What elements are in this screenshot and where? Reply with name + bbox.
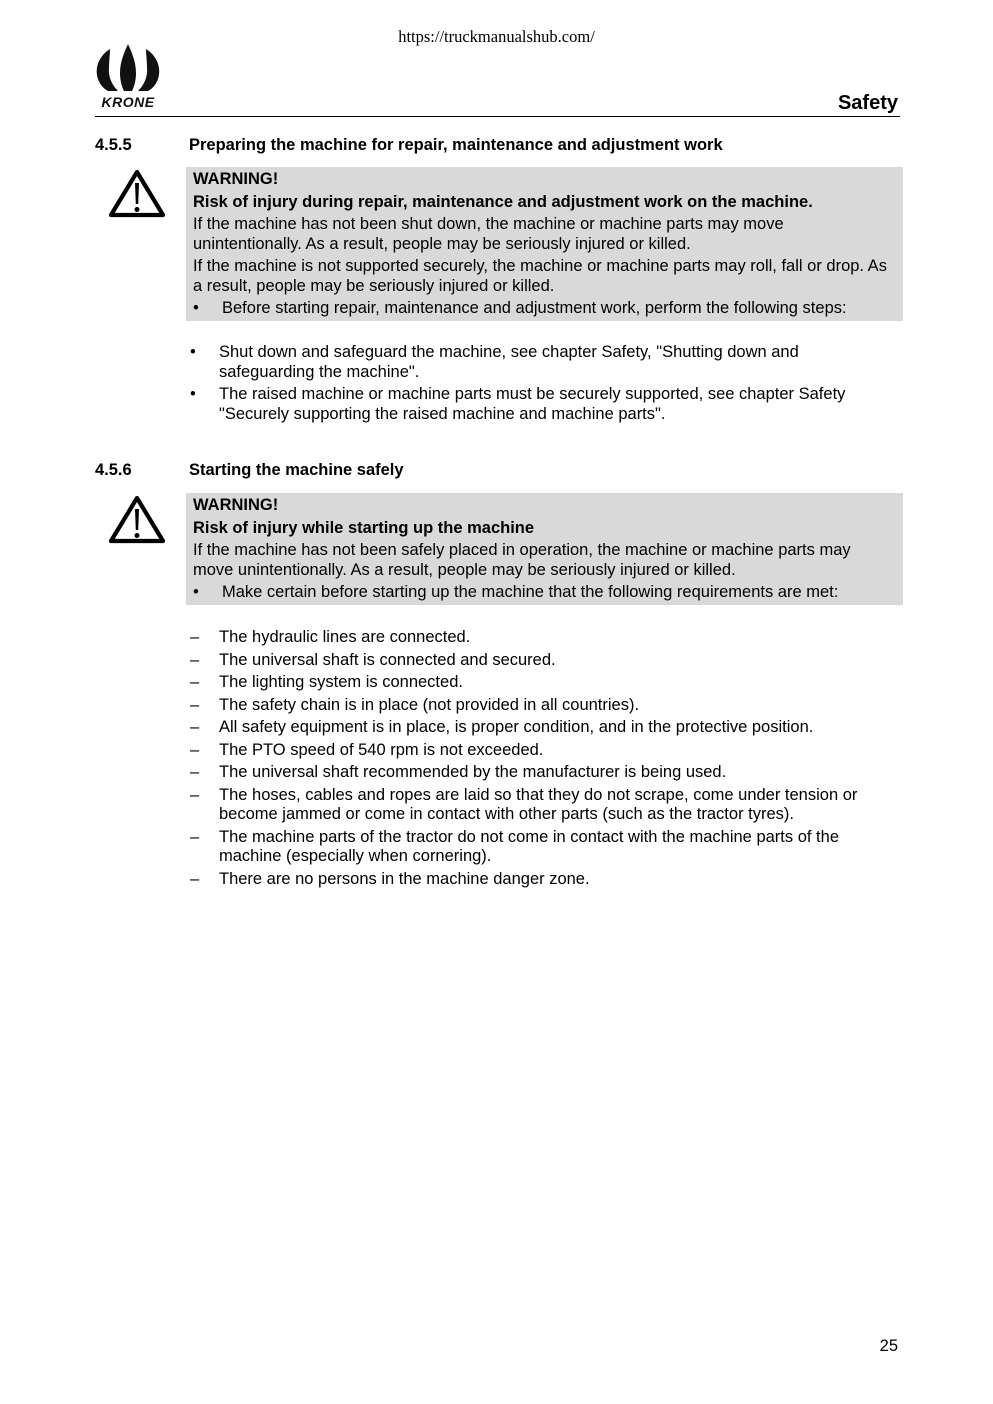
list-item-line: The PTO speed of 540 rpm is not exceeded.	[219, 740, 544, 759]
warning-paragraph	[193, 215, 903, 254]
warning-instruction-text: Make certain before starting up the machine that the following requirements are met:	[222, 583, 839, 601]
warning-paragraph-line: move unintentionally. As a result, people may be seriously injured or killed.	[193, 560, 736, 579]
warning-signal-word: WARNING!	[193, 496, 279, 514]
dash-marker: –	[190, 628, 200, 647]
dash-marker: –	[190, 785, 200, 804]
list-item	[186, 828, 903, 867]
section-heading	[95, 461, 903, 481]
list-item	[186, 786, 903, 825]
section-heading	[95, 136, 903, 156]
dash-marker: –	[190, 650, 200, 669]
krone-logo	[94, 43, 162, 111]
list-item-line: The hoses, cables and ropes are laid so that they do not scrape, come under tension or	[219, 785, 858, 804]
dash-marker: –	[190, 718, 200, 737]
warning-paragraph-line: If the machine is not supported securely, the machine or machine parts may roll, fall or drop. As	[193, 257, 887, 275]
list-item-line: There are no persons in the machine danger zone.	[219, 869, 590, 888]
list-item	[186, 651, 903, 671]
list-item	[186, 741, 903, 761]
warning-headline: Risk of injury while starting up the machine	[193, 518, 535, 537]
list-item	[186, 870, 903, 890]
warning-instruction	[193, 583, 903, 603]
dash-marker: –	[190, 695, 200, 714]
warning-headline: Risk of injury during repair, maintenance and adjustment work on the machine.	[193, 192, 813, 211]
list-item-line: Shut down and safeguard the machine, see chapter Safety, "Shutting down and	[219, 343, 799, 362]
list-item-line: "Securely supporting the raised machine and machine parts".	[219, 404, 666, 423]
list-item	[186, 673, 903, 693]
requirements-list	[186, 628, 903, 889]
dash-marker: –	[190, 869, 200, 888]
bullet-marker: •	[193, 299, 199, 317]
warning-paragraph	[193, 257, 903, 296]
dash-marker: –	[190, 740, 200, 759]
dash-marker: –	[190, 763, 200, 782]
warning-paragraph-line: a result, people may be seriously injured or killed.	[193, 276, 555, 295]
bullet-marker: •	[193, 583, 199, 601]
section-title: Preparing the machine for repair, maintenance and adjustment work	[189, 135, 723, 154]
warning-instruction	[193, 299, 903, 319]
warning-signal-word: WARNING!	[193, 170, 279, 188]
warning-paragraph	[193, 541, 903, 580]
list-item-line: safeguarding the machine".	[219, 362, 420, 381]
source-url: https://truckmanualshub.com/	[398, 27, 595, 46]
warning-box	[186, 493, 903, 605]
list-item-line: become jammed or come in contact with other parts (such as the tractor tyres).	[219, 805, 794, 824]
list-item-line: machine (especially when cornering).	[219, 847, 492, 866]
dash-marker: –	[190, 673, 200, 692]
list-item	[186, 763, 903, 783]
list-item-line: The hydraulic lines are connected.	[219, 628, 471, 647]
bullet-marker: •	[190, 343, 196, 362]
warning-paragraph-line: unintentionally. As a result, people may be seriously injured or killed.	[193, 234, 691, 253]
logo-wordmark: KRONE	[101, 94, 155, 110]
list-item-line: The raised machine or machine parts must be securely supported, see chapter Safety	[219, 385, 846, 404]
dash-marker: –	[190, 827, 200, 846]
warning-triangle-icon	[108, 495, 166, 545]
list-item	[186, 628, 903, 648]
warning-paragraph-line: If the machine has not been shut down, the machine or machine parts may move	[193, 215, 784, 233]
page-number: 25	[879, 1337, 898, 1355]
list-item-line: The universal shaft is connected and secured.	[219, 650, 556, 669]
section-number: 4.5.6	[95, 461, 132, 480]
list-item	[186, 718, 903, 738]
warning-paragraph-line: If the machine has not been safely placed in operation, the machine or machine parts may	[193, 541, 851, 559]
step-list	[186, 343, 903, 424]
section-number: 4.5.5	[95, 135, 132, 154]
header-rule	[95, 116, 900, 117]
warning-triangle-icon	[108, 169, 166, 219]
list-item-line: The machine parts of the tractor do not come in contact with the machine parts of the	[219, 827, 839, 846]
list-item-line: The universal shaft recommended by the manufacturer is being used.	[219, 763, 727, 782]
bullet-marker: •	[190, 385, 196, 404]
warning-instruction-text: Before starting repair, maintenance and adjustment work, perform the following steps:	[222, 299, 847, 317]
list-item-line: The safety chain is in place (not provided in all countries).	[219, 695, 640, 714]
list-item	[186, 385, 903, 424]
warning-box	[186, 167, 903, 321]
list-item-line: The lighting system is connected.	[219, 673, 463, 692]
list-item	[186, 343, 903, 382]
list-item-line: All safety equipment is in place, is proper condition, and in the protective position.	[219, 718, 814, 737]
chapter-title: Safety	[837, 92, 898, 114]
crown-emblem-icon	[97, 44, 160, 91]
section-title: Starting the machine safely	[189, 461, 404, 480]
list-item	[186, 696, 903, 716]
